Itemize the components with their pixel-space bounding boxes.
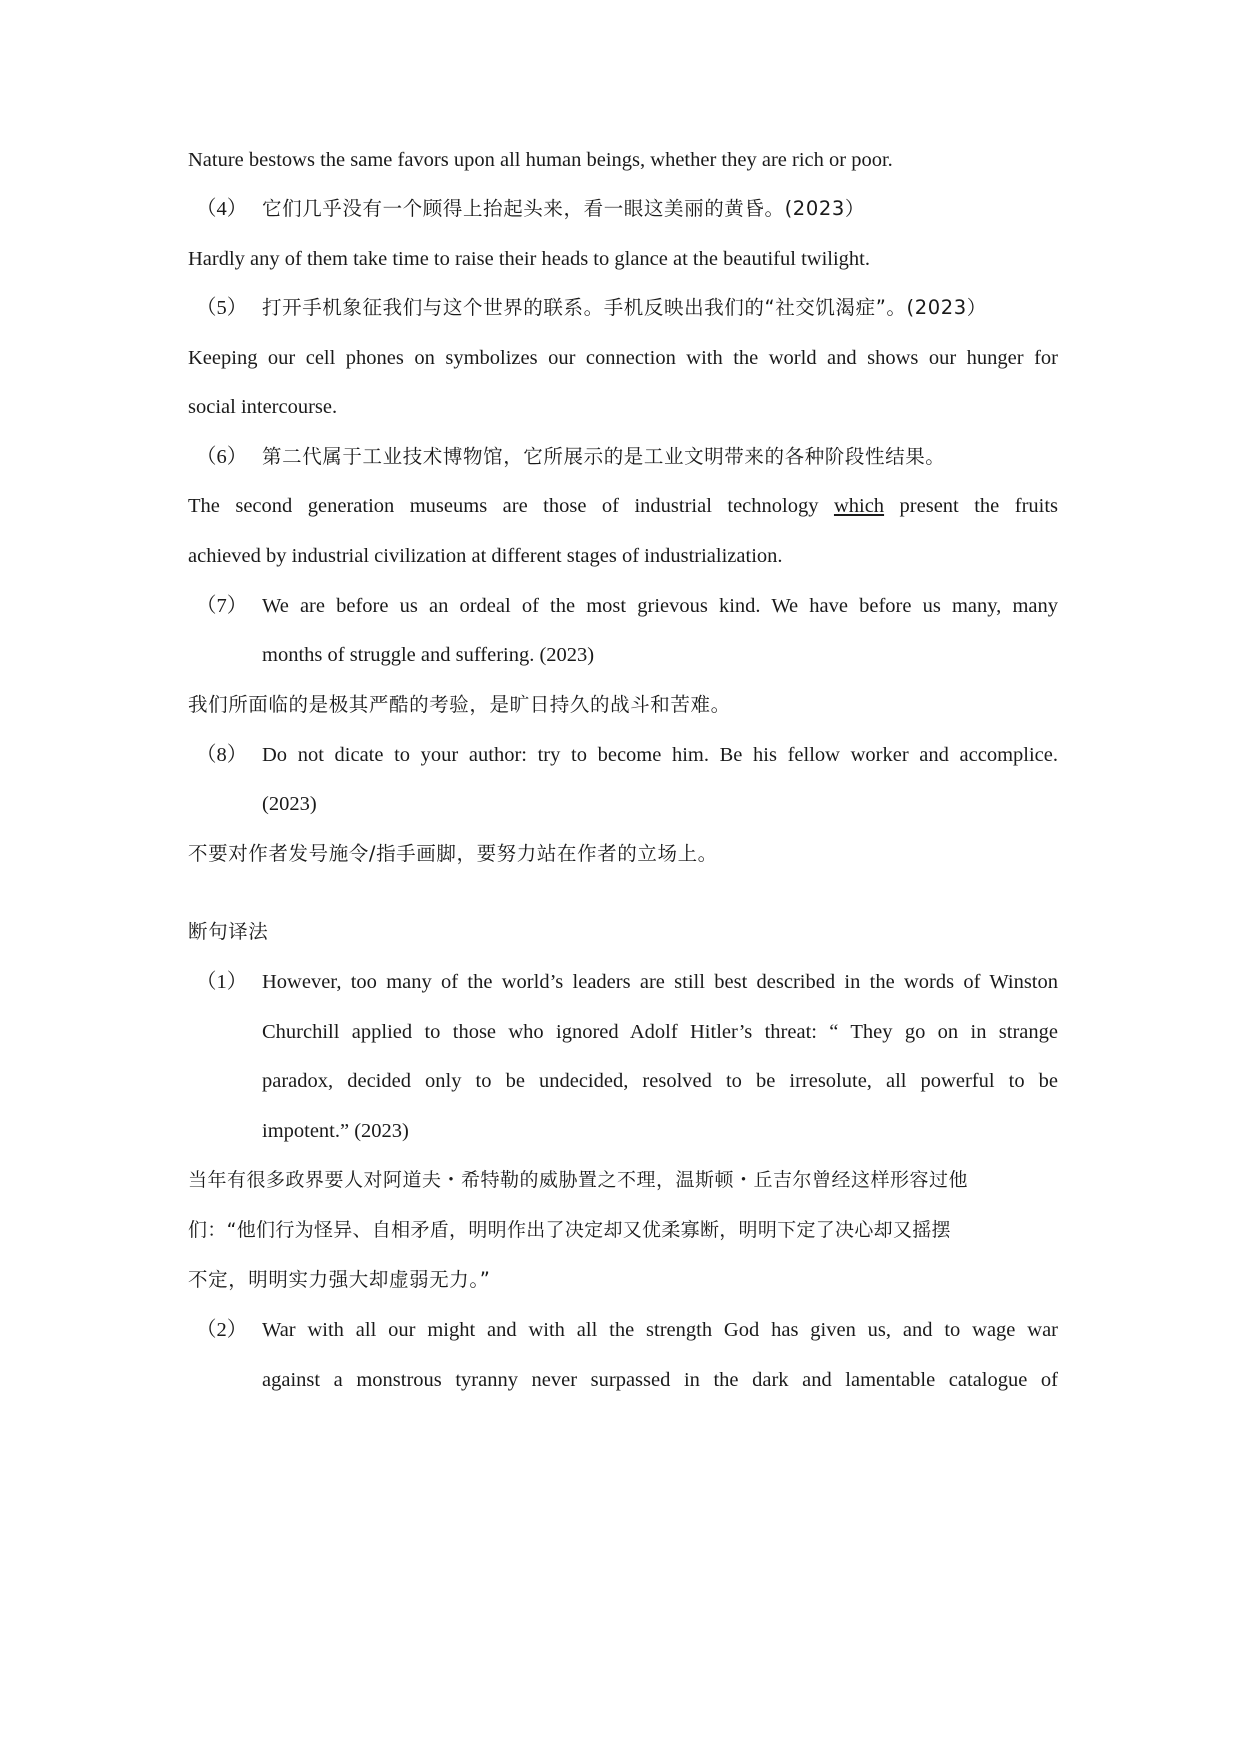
sentence-english: War with all our might and with all the strength God has given us, and to wage war <box>262 1319 1058 1341</box>
sentence-chinese: 不要对作者发号施令/指手画脚，要努力站在作者的立场上。 <box>188 842 718 865</box>
sentence-english <box>188 492 1058 520</box>
sentence-english: We are before us an ordeal of the most grievous kind. We have before us many, many <box>262 595 1058 617</box>
sentence-english: impotent.” (2023) <box>262 1120 409 1142</box>
sentence-english: Do not dicate to your author: try to become him. Be his fellow worker and accomplice. <box>262 744 1058 766</box>
sentence-chinese: 我们所面临的是极其严酷的考验，是旷日持久的战斗和苦难。 <box>188 693 731 716</box>
underlined-word: which <box>833 495 885 517</box>
sentence-english: social intercourse. <box>188 396 338 418</box>
sentence-chinese: 它们几乎没有一个顾得上抬起头来，看一眼这美丽的黄昏。(2023） <box>262 197 865 220</box>
text-segment: present the fruits <box>899 495 1059 517</box>
sentence-english: months of struggle and suffering. (2023) <box>262 644 595 666</box>
sentence-english: paradox, decided only to be undecided, resolved to be irresolute, all powerful to be <box>262 1070 1058 1092</box>
item-number: （2） <box>196 1319 248 1341</box>
sentence-chinese: 打开手机象征我们与这个世界的联系。手机反映出我们的“社交饥渴症”。(2023） <box>262 296 987 319</box>
item-number: （7） <box>196 595 248 617</box>
sentence-english: Hardly any of them take time to raise their heads to glance at the beautiful twilight. <box>188 248 870 270</box>
sentence-chinese: 第二代属于工业技术博物馆，它所展示的是工业文明带来的各种阶段性结果。 <box>262 445 946 468</box>
sentence-chinese: 当年有很多政界要人对阿道夫・希特勒的威胁置之不理，温斯顿・丘吉尔曾经这样形容过他 <box>188 1169 969 1191</box>
sentence-chinese: 们：“他们行为怪异、自相矛盾，明明作出了决定却又优柔寡断，明明下定了决心却又摇摆 <box>188 1219 951 1241</box>
sentence-english: However, too many of the world’s leaders are still best described in the words of Winston <box>262 971 1058 993</box>
sentence-english: (2023) <box>262 793 317 815</box>
sentence-english: Nature bestows the same favors upon all human beings, whether they are rich or poor. <box>188 149 893 171</box>
item-number: （5） <box>196 297 248 319</box>
sentence-chinese: 不定，明明实力强大却虚弱无力。” <box>188 1268 491 1291</box>
text-segment: The second generation museums are those of industrial technology <box>188 495 819 517</box>
sentence-english: achieved by industrial civilization at different stages of industrialization. <box>188 545 783 567</box>
item-number: （1） <box>196 971 248 993</box>
sentence-english: Keeping our cell phones on symbolizes our connection with the world and shows our hunger for <box>188 347 1058 369</box>
item-number: （6） <box>196 446 248 468</box>
section-heading: 断句译法 <box>188 920 269 943</box>
item-number: （8） <box>196 744 248 766</box>
sentence-english: Churchill applied to those who ignored Adolf Hitler’s threat: “ They go on in strange <box>262 1021 1058 1043</box>
sentence-english: against a monstrous tyranny never surpassed in the dark and lamentable catalogue of <box>262 1369 1058 1391</box>
item-number: （4） <box>196 198 248 220</box>
